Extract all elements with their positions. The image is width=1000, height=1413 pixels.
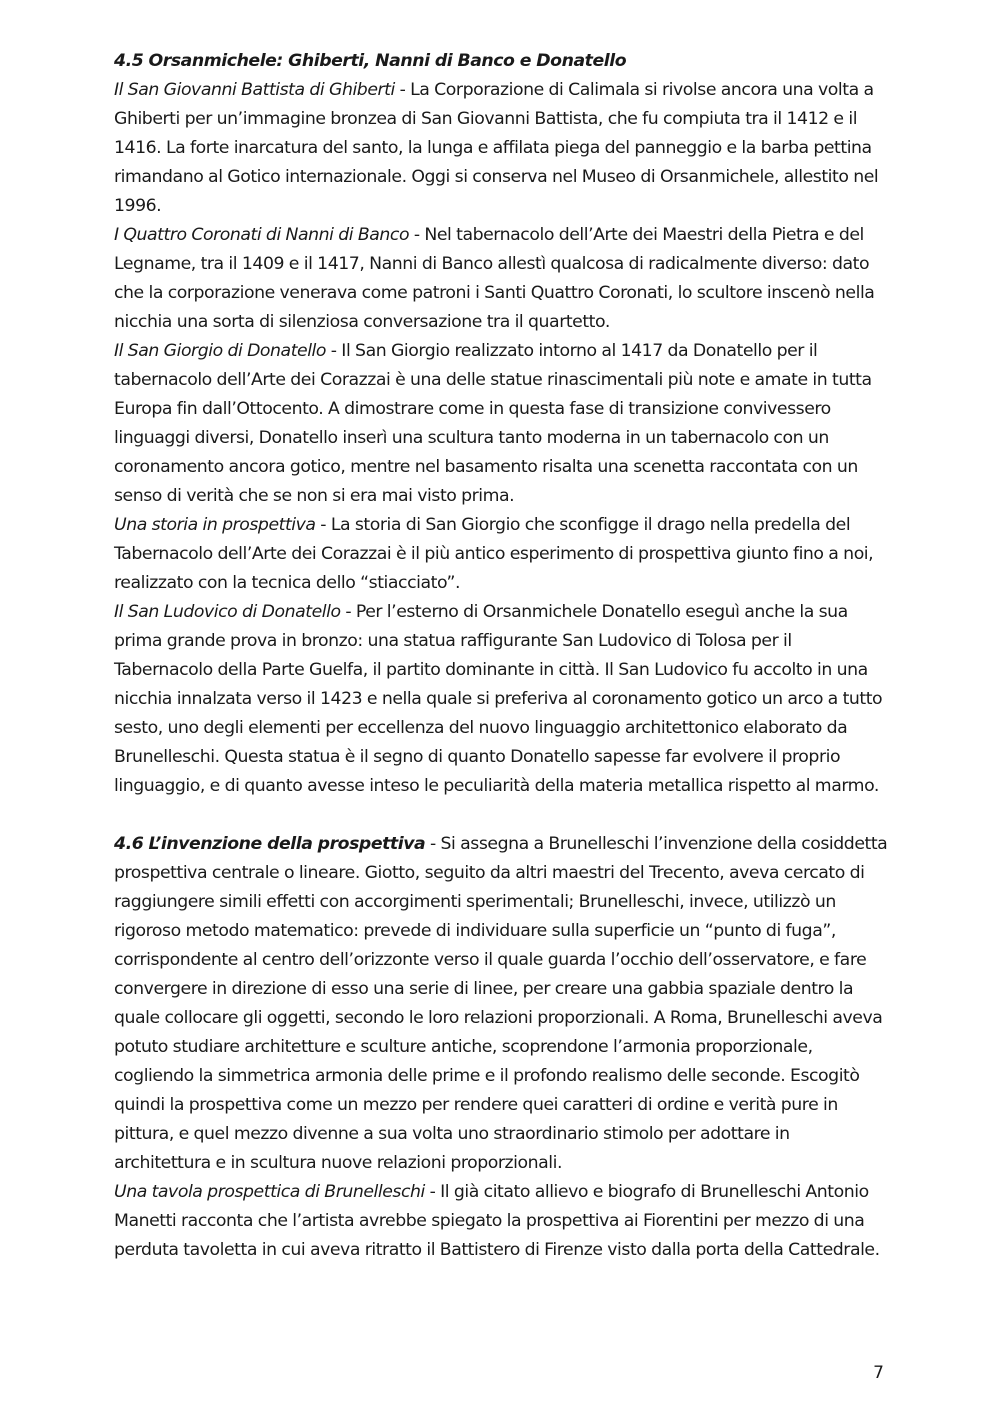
section-spacer: [114, 801, 890, 830]
section-title-4-6: 4.6 L’invenzione della prospettiva: [114, 834, 426, 854]
paragraph-tavola-prospettica: [114, 1178, 890, 1265]
document-page: [114, 47, 890, 1265]
paragraph-lead: Il San Giorgio di Donatello: [114, 341, 327, 361]
paragraph-text: - Nel tabernacolo dell’Arte dei Maestri della Pietra e del Legname, tra il 1409 e il 1417, Nanni di Banco allestì qualcosa di radicalmente diverso: dato che la corporazione venerava come patroni i Santi Quattro Coronati, lo scultore inscenò nella nicchia una sorta di silenziosa conversazione tra il quartetto.: [114, 225, 875, 332]
paragraph-text: - La storia di San Giorgio che sconfigge il drago nella predella del Tabernacolo dell’Arte dei Corazzai è il più antico esperimento di prospettiva giunto fino a noi, realizzato con la tecnica dello “stiacciato”.: [114, 515, 874, 593]
paragraph-lead: Una tavola prospettica di Brunelleschi: [114, 1182, 425, 1202]
section-title-4-5: 4.5 Orsanmichele: Ghiberti, Nanni di Banco e Donatello: [114, 51, 627, 71]
paragraph-lead: Il San Giovanni Battista di Ghiberti: [114, 80, 395, 100]
paragraph-ghiberti: [114, 76, 890, 221]
paragraph-text: - Il San Giorgio realizzato intorno al 1417 da Donatello per il tabernacolo dell’Arte dei Corazzai è una delle statue rinascimentali più note e amate in tutta Europa fin dall’Ottocento. A dimostrare come in questa fase di transizione convivessero linguaggi diversi, Donatello inserì una scultura tanto moderna in un tabernacolo con un coronamento ancora gotico, mentre nel basamento risalta una scenetta raccontata con un senso di verità che se non si era mai visto prima.: [114, 341, 872, 506]
paragraph-san-ludovico: [114, 598, 890, 801]
paragraph-text: - Per l’esterno di Orsanmichele Donatello eseguì anche la sua prima grande prova in bronzo: una statua raffigurante San Ludovico di Tolosa per il Tabernacolo della Parte Guelfa, il partito dominante in città. Il San Ludovico fu accolto in una nicchia innalzata verso il 1423 e nella quale si preferiva al coronamento gotico un arco a tutto sesto, uno degli elementi per eccellenza del nuovo linguaggio architettonico elaborato da Brunelleschi. Questa statua è il segno di quanto Donatello sapesse far evolvere il proprio linguaggio, e di quanto avesse inteso le peculiarità della materia metallica rispetto al marmo.: [114, 602, 883, 796]
paragraph-nanni-di-banco: [114, 221, 890, 337]
paragraph-lead: Una storia in prospettiva: [114, 515, 316, 535]
paragraph-lead: Il San Ludovico di Donatello: [114, 602, 341, 622]
paragraph-text: - Si assegna a Brunelleschi l’invenzione della cosiddetta prospettiva centrale o lineare. Giotto, seguito da altri maestri del Trecento, aveva cercato di raggiungere simili effetti con accorgimenti sperimentali; Brunelleschi, invece, utilizzò un rigoroso metodo matematico: prevede di individuare sulla superficie un “punto di fuga”, corrispondente al centro dell’orizzonte verso il quale guarda l’occhio dell’osservatore, e fare convergere in direzione di esso una serie di linee, per creare una gabbia spaziale dentro la quale collocare gli oggetti, secondo le loro relazioni proporzionali. A Roma, Brunelleschi aveva potuto studiare architetture e sculture antiche, scoprendone l’armonia proporzionale, cogliendo la simmetrica armonia delle prime e il profondo realismo delle seconde. Escogitò quindi la prospettiva come un mezzo per rendere quei caratteri di ordine e verità pure in pittura, e quel mezzo divenne a sua volta uno straordinario stimolo per adottare in architettura e in scultura nuove relazioni proporzionali.: [114, 834, 888, 1173]
paragraph-invenzione-prospettiva: [114, 830, 890, 1178]
paragraph-lead: I Quattro Coronati di Nanni di Banco: [114, 225, 410, 245]
paragraph-san-giorgio: [114, 337, 890, 511]
paragraph-text: - La Corporazione di Calimala si rivolse ancora una volta a Ghiberti per un’immagine bronzea di San Giovanni Battista, che fu compiuta tra il 1412 e il 1416. La forte inarcatura del santo, la lunga e affilata piega del panneggio e la barba pettina rimandano al Gotico internazionale. Oggi si conserva nel Museo di Orsanmichele, allestito nel 1996.: [114, 80, 879, 216]
paragraph-text: - Il già citato allievo e biografo di Brunelleschi Antonio Manetti racconta che l’artista avrebbe spiegato la prospettiva ai Fiorentini per mezzo di una perduta tavoletta in cui aveva ritratto il Battistero di Firenze visto dalla porta della Cattedrale.: [114, 1182, 880, 1260]
paragraph-storia-prospettiva: [114, 511, 890, 598]
page-number: 7: [873, 1363, 884, 1383]
